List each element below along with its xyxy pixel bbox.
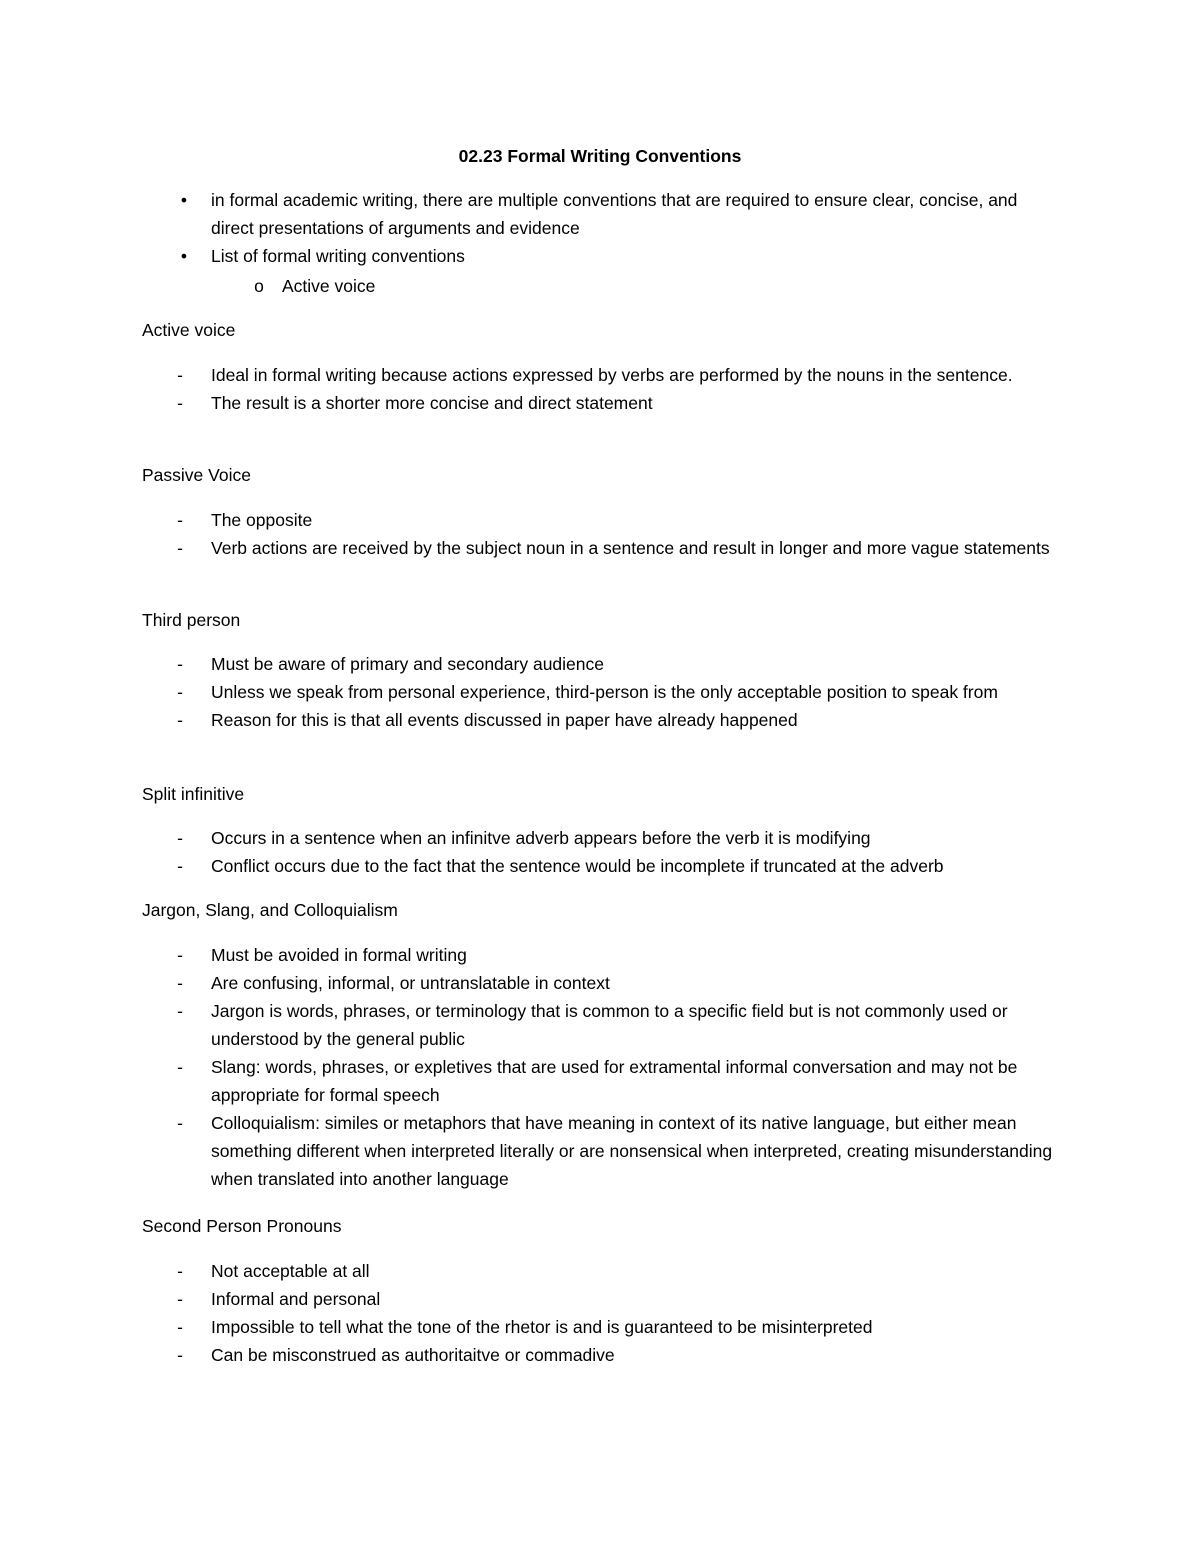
section-heading: Passive Voice — [142, 465, 251, 485]
dash-marker: - — [177, 393, 183, 413]
list-item — [142, 1313, 1062, 1341]
bullet-icon: • — [180, 246, 188, 266]
section-heading: Split infinitive — [142, 784, 245, 804]
list-item-text: The result is a shorter more concise and direct statement — [211, 393, 653, 413]
dash-marker: - — [177, 654, 183, 674]
page-title: 02.23 Formal Writing Conventions — [458, 146, 742, 166]
list-item — [142, 824, 1062, 852]
dash-marker: - — [177, 1317, 183, 1337]
intro-bullet-list — [142, 186, 1062, 300]
dash-marker: - — [177, 828, 183, 848]
list-item-text: Occurs in a sentence when an infinitve adverb appears before the verb it is modifying — [211, 828, 871, 848]
list-item — [142, 1053, 1062, 1109]
dash-marker: - — [177, 510, 183, 530]
dash-marker: - — [177, 1289, 183, 1309]
dash-marker: - — [177, 973, 183, 993]
list-item-text: Informal and personal — [211, 1289, 381, 1309]
list-item-text: Slang: words, phrases, or expletives that are used for extramental informal conversation and may not be appropriate for formal speech — [211, 1057, 1018, 1105]
dash-marker: - — [177, 710, 183, 730]
dash-marker: - — [177, 856, 183, 876]
list-item-text: Must be aware of primary and secondary audience — [211, 654, 604, 674]
bullet-icon: • — [180, 190, 188, 210]
sub-bullet-text: Active voice — [282, 276, 376, 296]
section-heading: Active voice — [142, 320, 236, 340]
list-item — [142, 506, 1062, 534]
list-item — [142, 852, 1062, 880]
list-item-text: Verb actions are received by the subject noun in a sentence and result in longer and more vague statements — [211, 538, 1050, 558]
list-item — [142, 706, 1062, 734]
section-list — [142, 1257, 1062, 1369]
list-item — [142, 1109, 1062, 1193]
dash-marker: - — [177, 365, 183, 385]
list-item — [142, 678, 1062, 706]
section-list — [142, 941, 1062, 1193]
dash-marker: - — [177, 945, 183, 965]
list-item-text: Can be misconstrued as authoritaitve or commadive — [211, 1345, 615, 1365]
list-item — [142, 1285, 1062, 1313]
list-item-text: Ideal in formal writing because actions expressed by verbs are performed by the nouns in the sentence. — [211, 365, 1013, 385]
dash-marker: - — [177, 1345, 183, 1365]
section-heading: Jargon, Slang, and Colloquialism — [142, 900, 398, 920]
list-item-text: Colloquialism: similes or metaphors that have meaning in context of its native language, but either mean something different when interpreted literally or are nonsensical when interpreted, creating misunderstanding when translated into another language — [211, 1113, 1053, 1189]
list-item — [142, 361, 1062, 389]
sub-bullet-list — [211, 272, 1062, 300]
list-item — [142, 941, 1062, 969]
dash-marker: - — [177, 682, 183, 702]
sub-bullet-item — [211, 272, 1062, 300]
dash-marker: - — [177, 1001, 183, 1021]
list-item — [142, 997, 1062, 1053]
list-item — [142, 534, 1062, 562]
list-item-text: Are confusing, informal, or untranslatable in context — [211, 973, 610, 993]
section-heading: Third person — [142, 610, 241, 630]
list-item-text: Jargon is words, phrases, or terminology that is common to a specific field but is not commonly used or understood by the general public — [211, 1001, 1008, 1049]
list-item — [142, 650, 1062, 678]
intro-bullet-text: List of formal writing conventions — [211, 246, 465, 266]
section-heading: Second Person Pronouns — [142, 1216, 342, 1236]
section-list — [142, 361, 1062, 417]
list-item — [142, 1341, 1062, 1369]
list-item — [142, 1257, 1062, 1285]
list-item-text: The opposite — [211, 510, 313, 530]
list-item-text: Impossible to tell what the tone of the rhetor is and is guaranteed to be misinterpreted — [211, 1317, 873, 1337]
section-list — [142, 506, 1062, 562]
list-item-text: Reason for this is that all events discussed in paper have already happened — [211, 710, 798, 730]
section-list — [142, 650, 1062, 734]
intro-bullet-item — [142, 186, 1062, 242]
section-list — [142, 824, 1062, 880]
list-item-text: Unless we speak from personal experience, third-person is the only acceptable position to speak from — [211, 682, 998, 702]
intro-bullet-item — [142, 242, 1062, 300]
dash-marker: - — [177, 1261, 183, 1281]
dash-marker: - — [177, 538, 183, 558]
intro-bullet-text: in formal academic writing, there are multiple conventions that are required to ensure clear, concise, and direct presentations of arguments and evidence — [211, 190, 1018, 238]
dash-marker: - — [177, 1057, 183, 1077]
circle-bullet-icon: o — [254, 276, 264, 296]
list-item-text: Must be avoided in formal writing — [211, 945, 467, 965]
list-item — [142, 969, 1062, 997]
list-item-text: Conflict occurs due to the fact that the sentence would be incomplete if truncated at the adverb — [211, 856, 944, 876]
list-item-text: Not acceptable at all — [211, 1261, 370, 1281]
dash-marker: - — [177, 1113, 183, 1133]
list-item — [142, 389, 1062, 417]
